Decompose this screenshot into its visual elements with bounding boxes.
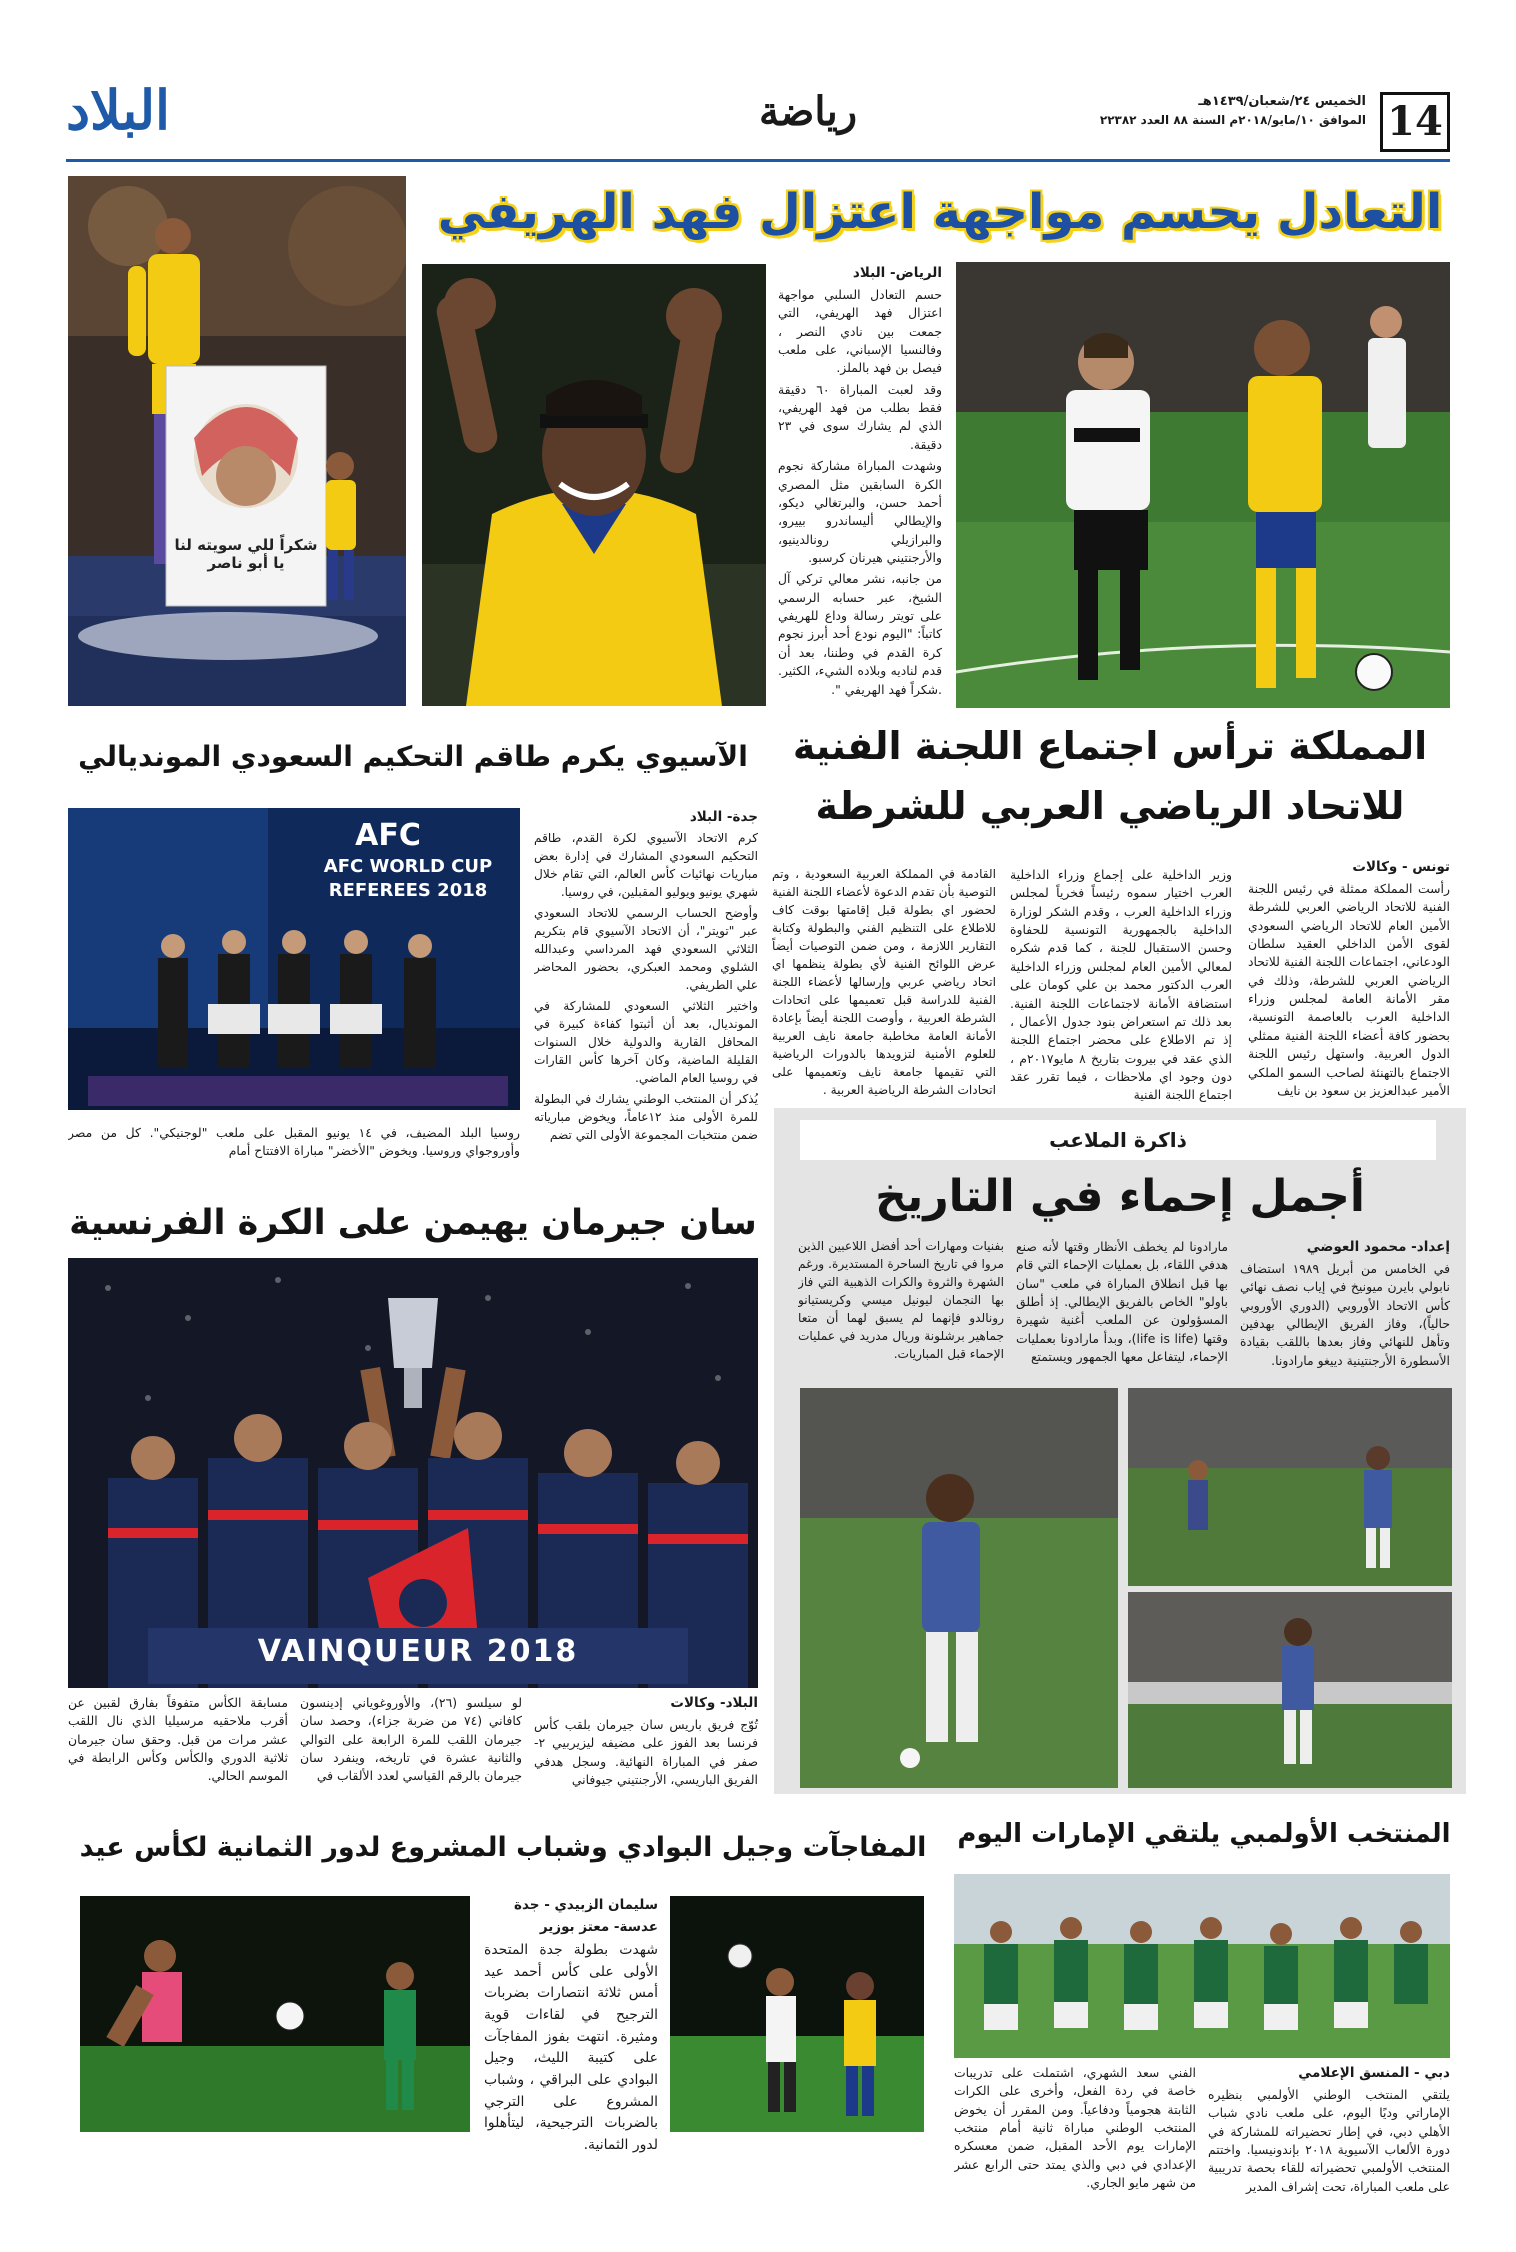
harifi-paragraph: وشهدت المباراة مشاركة نجوم الكرة السابقين مثل المصري أحمد حسن، والبرتغالي ديكو، والإيطالي أليساندرو بييرو، والبرازيلي رونالدينيو، والأرجنتيني هيرنان كرسبو. xyxy=(778,458,942,565)
olympic-text-1: يلتقي المنتخب الوطني الأولمبي بنظيره الإماراتي وديًا اليوم، على ملعب نادي شباب الأهلي دبي، في إطار تحضيراته للمشاركة في دورة الألعاب الآسيوية ٢٠١٨ بإندونيسيا. واختتم المنتخب الأولمبي تحضيراته للقاء بحصة تدريبية على ملعب المباراة، تحت إشراف المدير xyxy=(1208,2086,1450,2194)
maradona-kicker: ذاكرة الملاعب xyxy=(1049,1128,1187,1152)
psg-text-3: مسابقة الكأس متفوقاً بفارق لقبين عن أقرب ملاحقيه مرسيليا الذي نال اللقب عشر مرات من قبل. وحقق سان جيرمان ثلاثية الدوري والكأس وكأس الرابطة في الموسم الحالي. xyxy=(68,1695,288,1784)
maradona-column-2 xyxy=(1016,1238,1228,1378)
cup-text: شهدت بطولة جدة المتحدة الأولى على كأس أحمد عيد أمس ثلاثة انتصارات بضربات الترجيح في لقاءات قوية ومثيرة. انتهت بفوز المفاجآت على كتيبة الليث، وجيل البوادي على البراقي ، وشباب المشروع على الترجي بالضربات الترجيحية، ليتأهلوا لدور الثمانية. xyxy=(484,1941,658,2154)
psg-board-text: VAINQUEUR 2018 xyxy=(257,1634,579,1669)
banner-line-2: يا أبو ناصر xyxy=(207,554,285,572)
police-column-2 xyxy=(1010,866,1232,1108)
cup-body xyxy=(484,1896,658,2216)
maradona-photo-3 xyxy=(800,1388,1118,1788)
referees-body xyxy=(534,808,758,1168)
olympic-headline: المنتخب الأولمبي يلتقي الإمارات اليوم xyxy=(957,1819,1451,1849)
psg-column-3 xyxy=(68,1694,288,1804)
police-byline: تونس - وكالات xyxy=(1352,859,1450,875)
section-title: رياضة xyxy=(758,88,858,135)
referees-paragraph: يُذكر أن المنتخب الوطني يشارك في البطولة للمرة الأولى منذ ١٢عاماً، ويخوض مبارياته ضمن منتخبات المجموعة الأولى التي تضم xyxy=(534,1091,758,1142)
maradona-text-1: في الخامس من أبريل ١٩٨٩ استضاف نابولي بايرن ميونيخ في إياب نصف نهائي كأس الاتحاد الأوروبي (الدوري الأوروبي حالياً)، وفاز الفريق الإيطالي بهدفين وتأهل للنهائي وفاز بعدها باللقب بقيادة الأسطورة الأرجنتينية دييغو مارادونا. xyxy=(1240,1260,1450,1368)
maradona-text-3: بفنيات ومهارات أحد أفضل اللاعبين الذين مروا في تاريخ الساحرة المستديرة. ورغم الشهرة والثروة والكرات الذهبية التي فاز بها النجمان ليونيل ميسي وكريستيانو رونالدو فإنهما لم يسبق لهما أن متعا جماهير برشلونة وريال مدريد في عمليات الإحماء قبل المباريات. xyxy=(798,1239,1004,1361)
olympic-column-1 xyxy=(1208,2064,1450,2214)
referees-tail-text: روسيا البلد المضيف، في ١٤ يونيو المقبل على ملعب "لوجنيكي". كل من مصر وأوروجواي وروسيا. ويخوض "الأخضر" مباراة الافتتاح أمام xyxy=(68,1125,520,1159)
police-text-2: وزير الداخلية على إجماع وزراء الداخلية العرب اختيار سموه رئيساً فخرياً لمجلس وزراء الداخلية العرب ، وقدم الشكر لوزارة الداخلية بالجمهورية التونسية للحفاوة وحسن الاستقبال للجنة ، كما قدم شكره لمعالي الأمين العام لمجلس وزراء الداخلية العرب الدكتور محمد بن علي كومان على استضافة الأمانة لاجتماعات اللجنة الفنية. بعد ذلك تم استعراض بنود جدول الأعمال ، إذ تم الاطلاع على محضر اجتماع اللجنة الذي عقد في بيروت بتاريخ ٨ مايو٢٠١٧م ، دون وجود اي ملاحظات ، فيما تقرر عقد اجتماع اللجنة الفنية xyxy=(1010,867,1232,1103)
police-text-1: رأست المملكة ممثلة في رئيس اللجنة الفنية للاتحاد الرياضي العربي للشرطة الأمين العام للاتحاد الرياضي السعودي لقوى الأمن الداخلي العقيد سلطان الودعاني، اجتماعات اللجنة الفنية للاتحاد الرياضي العربي للشرطة، وذلك في مقر الأمانة العامة لمجلس وزراء الداخلية العرب بالعاصمة التونسية، بحضور كافة أعضاء اللجنة الفنية ممثلي الدول العربية. واستهل رئيس اللجنة الاجتماع بالتهنئة لصاحب السمو الملكي الأمير عبدالعزيز بن سعود بن نايف xyxy=(1248,880,1450,1098)
afc-title-line-2: REFEREES 2018 xyxy=(328,880,488,901)
psg-celebration-photo xyxy=(68,1258,758,1688)
psg-text-2: لو سيلسو (٢٦)، والأوروغوياني إدينسون كافاني (٧٤ من ضربة جزاء)، وحصد سان جيرمان اللقب للمرة الرابعة على التوالي والثانية عشرة في تاريخه، وينفرد سان جيرمان بالرقم القياسي لعدد الألقاب في xyxy=(300,1695,522,1784)
harifi-paragraph: حسم التعادل السلبي مواجهة اعتزال فهد الهريفي، التي جمعت بين نادي النصر ، وفالنسيا الإسباني، على ملعب فيصل بن فهد بالملز. xyxy=(778,286,942,376)
masthead xyxy=(66,78,1450,156)
maradona-photo-2 xyxy=(1128,1592,1452,1788)
masthead-rule xyxy=(66,159,1450,162)
police-column-1 xyxy=(1248,858,1450,1108)
maradona-column-3 xyxy=(798,1238,1004,1378)
harifi-paragraph: وقد لعبت المباراة ٦٠ دقيقة فقط بطلب من فهد الهريفي، الذي لم يشارك سوى في ٢٣ دقيقة. xyxy=(778,381,942,452)
psg-byline: البلاد- وكالات xyxy=(670,1695,758,1711)
maradona-byline: إعداد- محمود العوضي xyxy=(1306,1239,1450,1255)
maradona-headline: أجمل إحماء في التاريخ xyxy=(875,1171,1365,1222)
referees-paragraph: وأوضح الحساب الرسمي للاتحاد السعودي عبر "تويتر"، أن الاتحاد الآسيوي قام بتكريم الثلاثي السعودي فهد المرداسي وعبدالله الشلوي ومحمد العبكري، بحضور المحاضر علي الطريفي. xyxy=(534,905,758,992)
referees-headline: الآسيوي يكرم طاقم التحكيم السعودي المونديالي xyxy=(78,740,748,773)
afc-logo-text: AFC xyxy=(355,818,421,853)
banner-line-1: شكراً للي سويته لنا xyxy=(174,536,318,554)
referees-byline: جدة- البلاد xyxy=(689,809,758,825)
maradona-kicker-box xyxy=(800,1120,1436,1160)
cup-photo-left xyxy=(80,1896,470,2132)
newspaper-logo: البلاد xyxy=(66,78,171,142)
police-column-3 xyxy=(772,866,996,1108)
psg-text-1: تُوّج فريق باريس سان جيرمان بلقب كأس فرنسا بعد الفوز على مضيفه ليزيربيي ٢-صفر في المباراة النهائية. وسجل هدفي الفريق الباريسي، الأرجنتيني جيوفاني xyxy=(534,1716,758,1788)
olympic-training-photo xyxy=(954,1874,1450,2058)
date-hijri: الخميس ٢٤/شعبان/١٤٣٩هـ xyxy=(1198,94,1366,109)
page-number: 14 xyxy=(1387,98,1443,145)
olympic-byline: دبي - المنسق الإعلامي xyxy=(1298,2065,1450,2081)
maradona-photo-1 xyxy=(1128,1388,1452,1586)
harifi-match-photo xyxy=(956,262,1450,708)
page-number-box xyxy=(1380,92,1450,152)
harifi-body xyxy=(778,264,942,708)
referees-tail xyxy=(68,1124,520,1168)
date-block xyxy=(1006,94,1366,127)
psg-headline: سان جيرمان يهيمن على الكرة الفرنسية xyxy=(69,1203,757,1243)
ronaldinho-photo xyxy=(422,264,766,706)
harifi-byline: الرياض- البلاد xyxy=(852,265,942,281)
cup-headline: المفاجآت وجيل البوادي وشباب المشروع لدور الثمانية لكأس عيد xyxy=(79,1832,927,1863)
harifi-paragraph: من جانبه، نشر معالي تركي آل الشيخ، عبر حسابه الرسمي على تويتر رسالة وداع للهريفي كاتباً: "اليوم نودع أحد أبرز نجوم كرة القدم في وطننا، بعد أن قدم لناديه وبلاده الشيء، الكثير. .شكراً فهد الهريفي ". xyxy=(778,571,942,697)
psg-column-2 xyxy=(300,1694,522,1804)
harifi-headline: التعادل يحسم مواجهة اعتزال فهد الهريفي xyxy=(437,184,1443,240)
maradona-column-1 xyxy=(1240,1238,1450,1378)
police-text-3: القادمة في المملكة العربية السعودية ، وتم التوصية بأن تقدم الدعوة لأعضاء اللجنة الفنية لحضور اي بطولة قبل إقامتها بوقت كاف للاطلاع على التنظيم الفني والبطولة وكتابة التقارير اللازمة ، ومن ضمن التوصيات أيضاً عرض اللوائح الفنية لأي بطولة ينظمها اي اتحاد رياضي عربي وإرسالها لأعضاء اللجنة الفنية للدراسة قبل تعميمها على اتحادات الشرطة العربية ، وأوصت اللجنة أيضاً بإعادة الأمانة العامة مخاطبة جامعة نايف العربية للعلوم الأمنية لتزويدها بالدورات الرياضية التي تقيمها جامعة نايف وتعميمها على اتحادات الشرطة الرياضية العربية . xyxy=(772,867,996,1097)
cup-byline-line-1: سليمان الزبيدي - جدة xyxy=(514,1897,658,1913)
harifi-honor-photo xyxy=(68,176,406,706)
cup-photo-right xyxy=(670,1896,924,2132)
referees-paragraph: واختير الثلاثي السعودي للمشاركة في المونديال، بعد أن أثبتوا كفاءة كبيرة في المحافل القارية والدولية خلال السنوات القليلة الماضية، وكان آخرها كأس القارات في روسيا العام الماضي. xyxy=(534,998,758,1085)
referees-paragraph: كرم الاتحاد الآسيوي لكرة القدم، طاقم التحكيم السعودي المشارك في إدارة بعض مباريات نهائيات كأس العالم، التي تقام خلال شهري يونيو ويوليو المقبلين، في روسيا. xyxy=(534,830,758,899)
maradona-text-2: مارادونا لم يخطف الأنظار وقتها لأنه صنع هدفي اللقاء، بل بعمليات الإحماء التي قام بها قبل انطلاق المباراة في ملعب "سان باولو" الخاص بالفريق الإيطالي. إذ أطلق المسؤولون عن الملعب أغنية شهيرة وقتها (life is life)، وبدأ مارادونا بعمليات الإحماء، ليتفاعل معها الجمهور ويستمتع xyxy=(1016,1239,1228,1365)
police-headline-line-2: للاتحاد الرياضي العربي للشرطة xyxy=(815,784,1405,828)
afc-title-line-1: AFC WORLD CUP xyxy=(323,856,493,877)
banner-text xyxy=(166,536,326,572)
olympic-column-2 xyxy=(954,2064,1196,2214)
cup-byline-line-2: عدسة- معتز بوزير xyxy=(539,1918,658,1935)
psg-column-1 xyxy=(534,1694,758,1804)
afc-referees-photo xyxy=(68,808,520,1110)
date-gregorian: الموافق ١٠/مايو/٢٠١٨م السنة ٨٨ العدد ٢٢٣٨٢ xyxy=(1099,113,1366,127)
olympic-text-2: الفني سعد الشهري، اشتملت على تدريبات خاصة في ردة الفعل، وأخرى على الكرات الثابتة هجومياً ودفاعياً. ومن المقرر أن يخوض المنتخب الوطني مباراة ثانية أمام منتخب الإمارات يوم الأحد المقبل، ضمن معسكره الإعدادي في دبي والذي يمتد حتى الرابع عشر من شهر مايو الجاري. xyxy=(954,2065,1196,2191)
police-headline-line-1: المملكة ترأس اجتماع اللجنة الفنية xyxy=(792,724,1428,768)
